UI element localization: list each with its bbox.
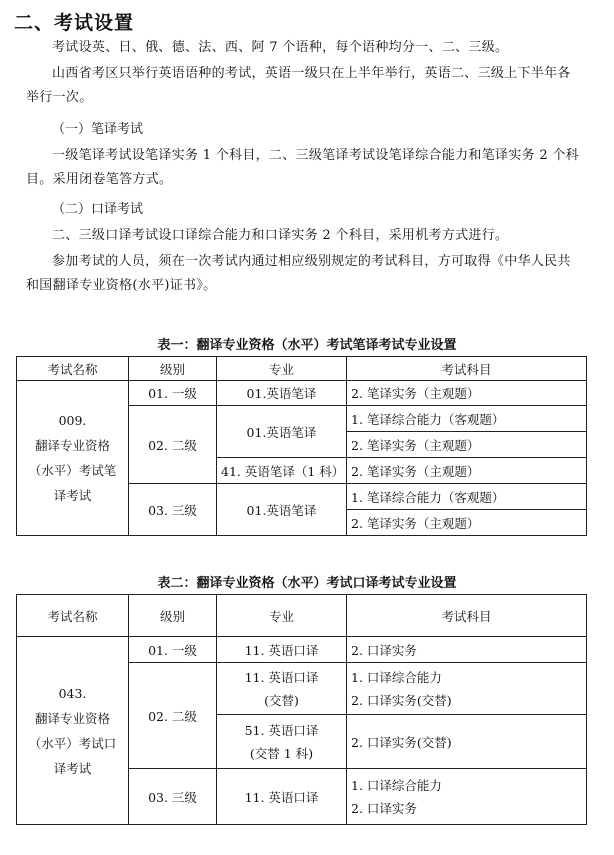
paragraph-written-exam: 一级笔译考试设笔译实务 1 个科目，二、三级笔译考试设笔译综合能力和笔译实务 2 个科目。采用闭卷笔答方式。 [26, 148, 579, 187]
subject-cell [347, 769, 587, 825]
level-cell: 02. 二级 [129, 406, 217, 484]
level-cell: 01. 一级 [129, 637, 217, 663]
exam-code: 009. [58, 413, 87, 428]
subheading-oral-exam: （二）口译考试 [52, 202, 144, 217]
subject-cell: 1. 笔译综合能力（客观题） [347, 484, 587, 510]
table1-caption: 表一：翻译专业资格（水平）考试笔译考试专业设置 [157, 338, 457, 353]
table-header-row [17, 595, 587, 637]
exam-name-line: 翻译专业资格 [34, 438, 110, 453]
table-row [17, 381, 587, 406]
subject-cell: 2. 笔译实务（主观题） [347, 432, 587, 458]
header-exam-name: 考试名称 [17, 357, 129, 381]
subject-cell [347, 663, 587, 715]
level-cell: 03. 三级 [129, 769, 217, 825]
major-cell: 11. 英语口译 [217, 637, 347, 663]
header-exam-name: 考试名称 [17, 595, 129, 637]
major-cell [217, 663, 347, 715]
written-exam-table [16, 356, 587, 536]
subject-cell: 2. 口译实务 [347, 637, 587, 663]
major-cell: 01.英语笔译 [217, 381, 347, 406]
subject-line: 1. 口译综合能力 [351, 777, 442, 793]
header-subject: 考试科目 [347, 595, 587, 637]
subheading-written-exam: （一）笔译考试 [52, 122, 144, 137]
exam-name-line: （水平）考试口 [28, 735, 117, 751]
exam-name-cell [17, 381, 129, 536]
major-cell [217, 715, 347, 769]
paragraph-shanxi-schedule: 山西省考区只举行英语语种的考试，英语一级只在上半年举行，英语二、三级上下半年各举行一次。 [26, 66, 571, 105]
section-title: 二、考试设置 [14, 12, 135, 34]
level-cell: 03. 三级 [129, 484, 217, 536]
exam-name-line: （水平）考试笔 [28, 463, 117, 478]
subject-cell: 2. 笔译实务（主观题） [347, 381, 587, 406]
major-cell: 01.英语笔译 [217, 484, 347, 536]
major-line: (交替 1 科) [249, 745, 314, 761]
header-major: 专业 [217, 595, 347, 637]
header-level: 级别 [129, 357, 217, 381]
subject-cell: 2. 笔译实务（主观题） [347, 458, 587, 484]
exam-name-line: 译考试 [53, 488, 92, 503]
level-cell: 02. 二级 [129, 663, 217, 769]
table-row [17, 637, 587, 663]
paragraph-languages: 考试设英、日、俄、德、法、西、阿 7 个语种，每个语种均分一、二、三级。 [52, 40, 509, 55]
subject-cell: 1. 笔译综合能力（客观题） [347, 406, 587, 432]
major-cell: 01.英语笔译 [217, 406, 347, 458]
subject-line: 1. 口译综合能力 [351, 669, 442, 685]
major-line: 51. 英语口译 [244, 722, 319, 738]
exam-code: 043. [58, 685, 87, 701]
oral-exam-table [16, 594, 587, 825]
major-line: (交替) [264, 692, 299, 708]
paragraph-certificate: 参加考试的人员，须在一次考试内通过相应级别规定的考试科目，方可取得《中华人民共和国翻译专业资格(水平)证书》。 [26, 254, 571, 293]
header-subject: 考试科目 [347, 357, 587, 381]
header-level: 级别 [129, 595, 217, 637]
subject-cell: 2. 口译实务(交替) [347, 715, 587, 769]
paragraph-oral-exam: 二、三级口译考试设口译综合能力和口译实务 2 个科目，采用机考方式进行。 [52, 228, 509, 243]
exam-name-line: 译考试 [53, 760, 92, 776]
level-cell: 01. 一级 [129, 381, 217, 406]
major-line: 11. 英语口译 [244, 669, 319, 685]
subject-line: 2. 口译实务(交替) [351, 692, 452, 708]
major-cell: 11. 英语口译 [217, 769, 347, 825]
subject-line: 2. 口译实务 [351, 800, 417, 816]
subject-cell: 2. 笔译实务（主观题） [347, 510, 587, 536]
table2-caption: 表二：翻译专业资格（水平）考试口译考试专业设置 [157, 576, 457, 591]
exam-name-line: 翻译专业资格 [34, 710, 110, 726]
exam-name-cell [17, 637, 129, 825]
major-cell: 41. 英语笔译（1 科） [217, 458, 347, 484]
table-header-row [17, 357, 587, 381]
header-major: 专业 [217, 357, 347, 381]
